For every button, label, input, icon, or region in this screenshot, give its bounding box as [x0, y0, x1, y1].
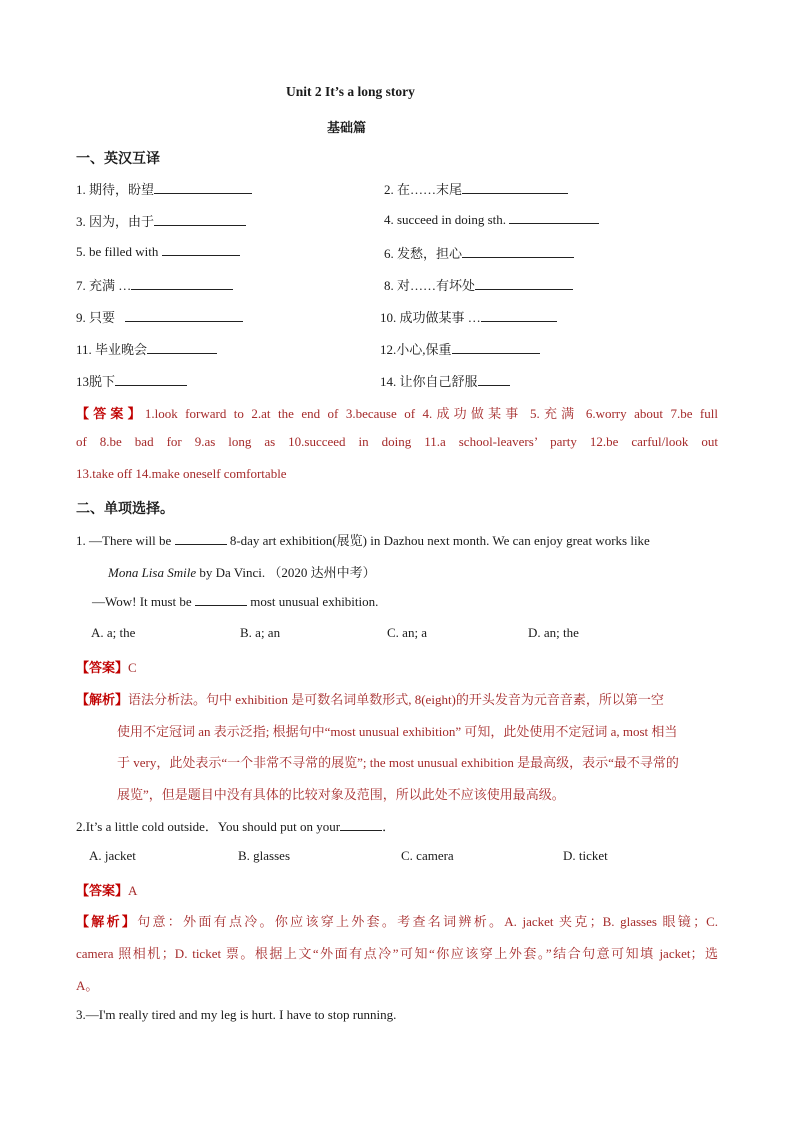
answer-text: C — [128, 660, 137, 675]
answer-text: 1.look forward to 2.at the end of 3.because of 4.成功做某事 5.充满 6.worry about 7.be full — [144, 406, 718, 421]
item-text: 5. be filled with — [76, 244, 159, 259]
translation-item — [76, 307, 243, 326]
translation-item — [384, 275, 573, 294]
question-text: 1. —There will be — [76, 533, 172, 548]
option-d[interactable]: D. ticket — [563, 848, 608, 863]
artwork-title: Mona Lisa Smile — [108, 565, 197, 580]
answer-blank[interactable] — [481, 309, 557, 322]
item-text: 13脱下 — [76, 374, 116, 389]
option-c[interactable]: C. camera — [401, 848, 454, 863]
question-1-answer — [76, 657, 137, 676]
question-2-answer — [76, 880, 137, 899]
question-text: 2.It’s a little cold outside．You should put on your — [76, 819, 341, 834]
translation-item — [380, 339, 540, 358]
translation-item — [76, 371, 187, 390]
answer-blank[interactable] — [115, 373, 187, 386]
item-text: 14. 让你自己舒服 — [380, 374, 478, 389]
answer-blank[interactable] — [475, 277, 573, 290]
item-text: 9. 只要 — [76, 310, 116, 325]
analysis-label: 【解析】 — [76, 692, 129, 707]
document-subtitle: 基础篇 — [327, 121, 367, 136]
item-text: 6. 发愁，担心 — [384, 246, 463, 261]
answer-blank[interactable] — [147, 341, 217, 354]
translation-item — [76, 243, 240, 260]
item-text: 11. 毕业晚会 — [76, 342, 148, 357]
question-text: 8-day art exhibition(展览) in Dazhou next month. We can enjoy great works like — [229, 533, 650, 548]
analysis-label: 【解析】 — [76, 914, 138, 929]
answer-blank[interactable] — [125, 309, 243, 322]
answer-blank[interactable] — [462, 181, 568, 194]
translation-item — [76, 275, 233, 294]
option-c[interactable]: C. an; a — [387, 625, 428, 640]
item-text: 10. 成功做某事 … — [380, 310, 481, 325]
item-text: 7. 充满 … — [76, 278, 132, 293]
item-text: 12.小心,保重 — [380, 342, 452, 357]
translation-item — [76, 339, 217, 358]
question-1-analysis — [76, 689, 664, 708]
option-d[interactable]: D. an; the — [528, 625, 579, 640]
answer-blank[interactable] — [154, 213, 246, 226]
answer-text: A — [128, 883, 138, 898]
section-heading-choice: 二、单项选择。 — [76, 501, 174, 517]
analysis-text: 使用不定冠词 an 表示泛指; 根据句中“most unusual exhibition” 可知，此处使用不定冠词 a, most 相当 — [117, 724, 678, 739]
answer-blank[interactable] — [462, 245, 574, 258]
answer-blank[interactable] — [175, 532, 227, 545]
question-text: ． — [382, 819, 396, 834]
answer-blank[interactable] — [452, 341, 540, 354]
analysis-text: 语法分析法。句中 exhibition 是可数名词单数形式, 8(eight)的开头发音为元音音素，所以第一空 — [128, 692, 664, 707]
analysis-text: A。 — [76, 978, 99, 993]
answer-label: 【答案】 — [76, 660, 129, 675]
analysis-text: 句意：外面有点冷。你应该穿上外套。考查名词辨析。A. jacket 夹克；B. glasses 眼镜；C. — [137, 914, 718, 929]
item-text: 3. 因为，由于 — [76, 214, 155, 229]
question-1-line3 — [92, 593, 378, 610]
answer-blank[interactable] — [154, 181, 252, 194]
item-text: 1. 期待，盼望 — [76, 182, 155, 197]
answer-label: 【答案】 — [76, 883, 129, 898]
answer-blank[interactable] — [478, 373, 510, 386]
answer-line: of 8.be bad for 9.as long as 10.succeed in doing 11.a school-leavers’ party 12.be carful/look out — [76, 434, 718, 449]
answer-blank[interactable] — [195, 593, 247, 606]
answer-blank[interactable] — [131, 277, 233, 290]
question-2-line — [76, 816, 395, 835]
translation-item — [384, 243, 574, 262]
translation-item — [76, 211, 246, 230]
answer-label: 【答案】 — [76, 406, 145, 421]
question-text: —Wow! It must be — [92, 594, 192, 609]
option-a[interactable]: A. jacket — [89, 848, 136, 863]
analysis-text: 于 very，此处表示“一个非常不寻常的展览”; the most unusual exhibition 是最高级，表示“最不寻常的 — [117, 755, 679, 770]
question-2-analysis — [76, 911, 718, 930]
item-text: 2. 在……末尾 — [384, 182, 463, 197]
question-3-line: 3.—I'm really tired and my leg is hurt. I have to stop running. — [76, 1007, 397, 1022]
option-b[interactable]: B. glasses — [238, 848, 290, 863]
item-text: 4. succeed in doing sth. — [384, 212, 507, 227]
translation-item — [384, 179, 568, 198]
option-a[interactable]: A. a; the — [91, 625, 136, 640]
answer-line: 13.take off 14.make oneself comfortable — [76, 466, 287, 481]
analysis-text: camera 照相机；D. ticket 票。根据上文“外面有点冷”可知“你应该穿上外套。”结合句意可知填 jacket；选 — [76, 946, 718, 961]
translation-item — [384, 211, 599, 228]
translation-item — [380, 307, 557, 326]
option-b[interactable]: B. a; an — [240, 625, 281, 640]
question-text: by Da Vinci. （2020 达州中考） — [196, 565, 376, 580]
question-text: most unusual exhibition. — [250, 594, 379, 609]
document-title: Unit 2 It’s a long story — [286, 84, 415, 99]
answer-blank[interactable] — [340, 818, 382, 831]
question-1-line1 — [76, 530, 650, 549]
translation-item — [380, 371, 510, 390]
question-1-line2 — [108, 562, 376, 581]
item-text: 8. 对……有坏处 — [384, 278, 476, 293]
section-heading-translation: 一、英汉互译 — [76, 151, 160, 167]
analysis-text: 展览”，但是题目中没有具体的比较对象及范围，所以此处不应该使用最高级。 — [117, 787, 565, 802]
answer-blank[interactable] — [162, 243, 240, 256]
answer-blank[interactable] — [509, 211, 599, 224]
answer-line — [76, 403, 718, 422]
translation-item — [76, 179, 252, 198]
